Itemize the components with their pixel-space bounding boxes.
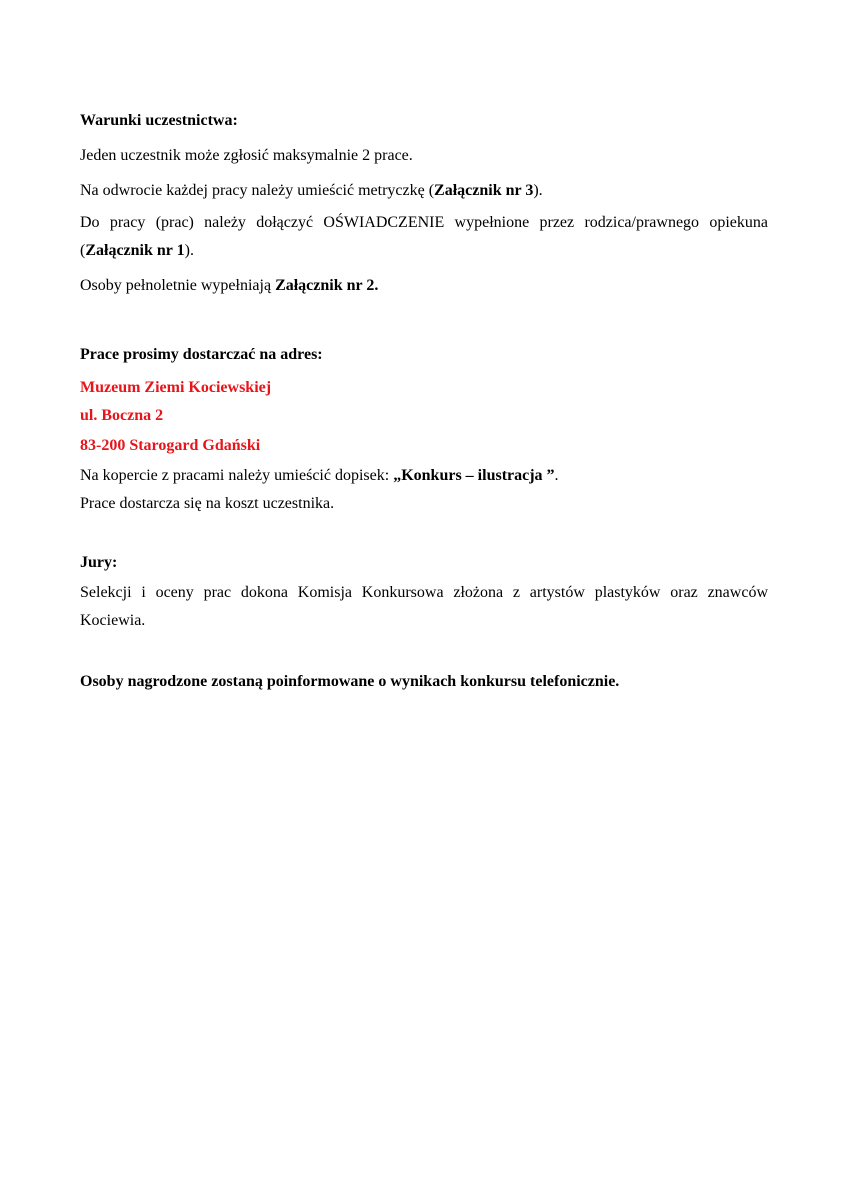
address-city: 83-200 Starogard Gdański: [80, 437, 261, 454]
condition-label: [80, 181, 543, 201]
envelope-note-label: „Konkurs – ilustracja ”: [393, 467, 555, 484]
address-street: ul. Boczna 2: [80, 407, 164, 424]
heading-jury: Jury:: [80, 554, 118, 571]
attachment-1-ref: Załącznik nr 1: [85, 242, 185, 259]
condition-adults-text: Osoby pełnoletnie wypełniają: [80, 277, 276, 294]
paren-open: (: [80, 242, 86, 259]
condition-label-end: ).: [533, 182, 543, 199]
address-name: Muzeum Ziemi Kociewskiej: [80, 379, 272, 396]
heading-participation-conditions: Warunki uczestnictwa:: [80, 112, 238, 129]
jury-description: Selekcji i oceny prac dokona Komisja Konkursowa złożona z artystów plastyków oraz znawców: [80, 584, 768, 601]
envelope-note: [80, 466, 559, 486]
jury-description-cont: Kociewia.: [80, 612, 146, 629]
attachment-2-ref: Załącznik nr 2.: [275, 277, 379, 294]
condition-adults: [80, 276, 378, 296]
delivery-cost-note: Prace dostarcza się na koszt uczestnika.: [80, 495, 335, 512]
condition-declaration-cont: [80, 241, 194, 261]
winners-notification: Osoby nagrodzone zostaną poinformowane o wynikach konkursu telefonicznie.: [80, 673, 620, 690]
document-page: [80, 0, 768, 1200]
envelope-note-text: Na kopercie z pracami należy umieścić dopisek:: [80, 467, 394, 484]
condition-max-works: Jeden uczestnik może zgłosić maksymalnie 2 prace.: [80, 147, 413, 164]
attachment-3-ref: Załącznik nr 3: [434, 182, 534, 199]
paren-close: ).: [184, 242, 194, 259]
heading-delivery-address: Prace prosimy dostarczać na adres:: [80, 346, 323, 363]
envelope-note-end: .: [554, 467, 559, 484]
condition-label-text: Na odwrocie każdej pracy należy umieścić metryczkę (: [80, 182, 435, 199]
condition-declaration: Do pracy (prac) należy dołączyć OŚWIADCZENIE wypełnione przez rodzica/prawnego opiekuna: [80, 214, 768, 231]
